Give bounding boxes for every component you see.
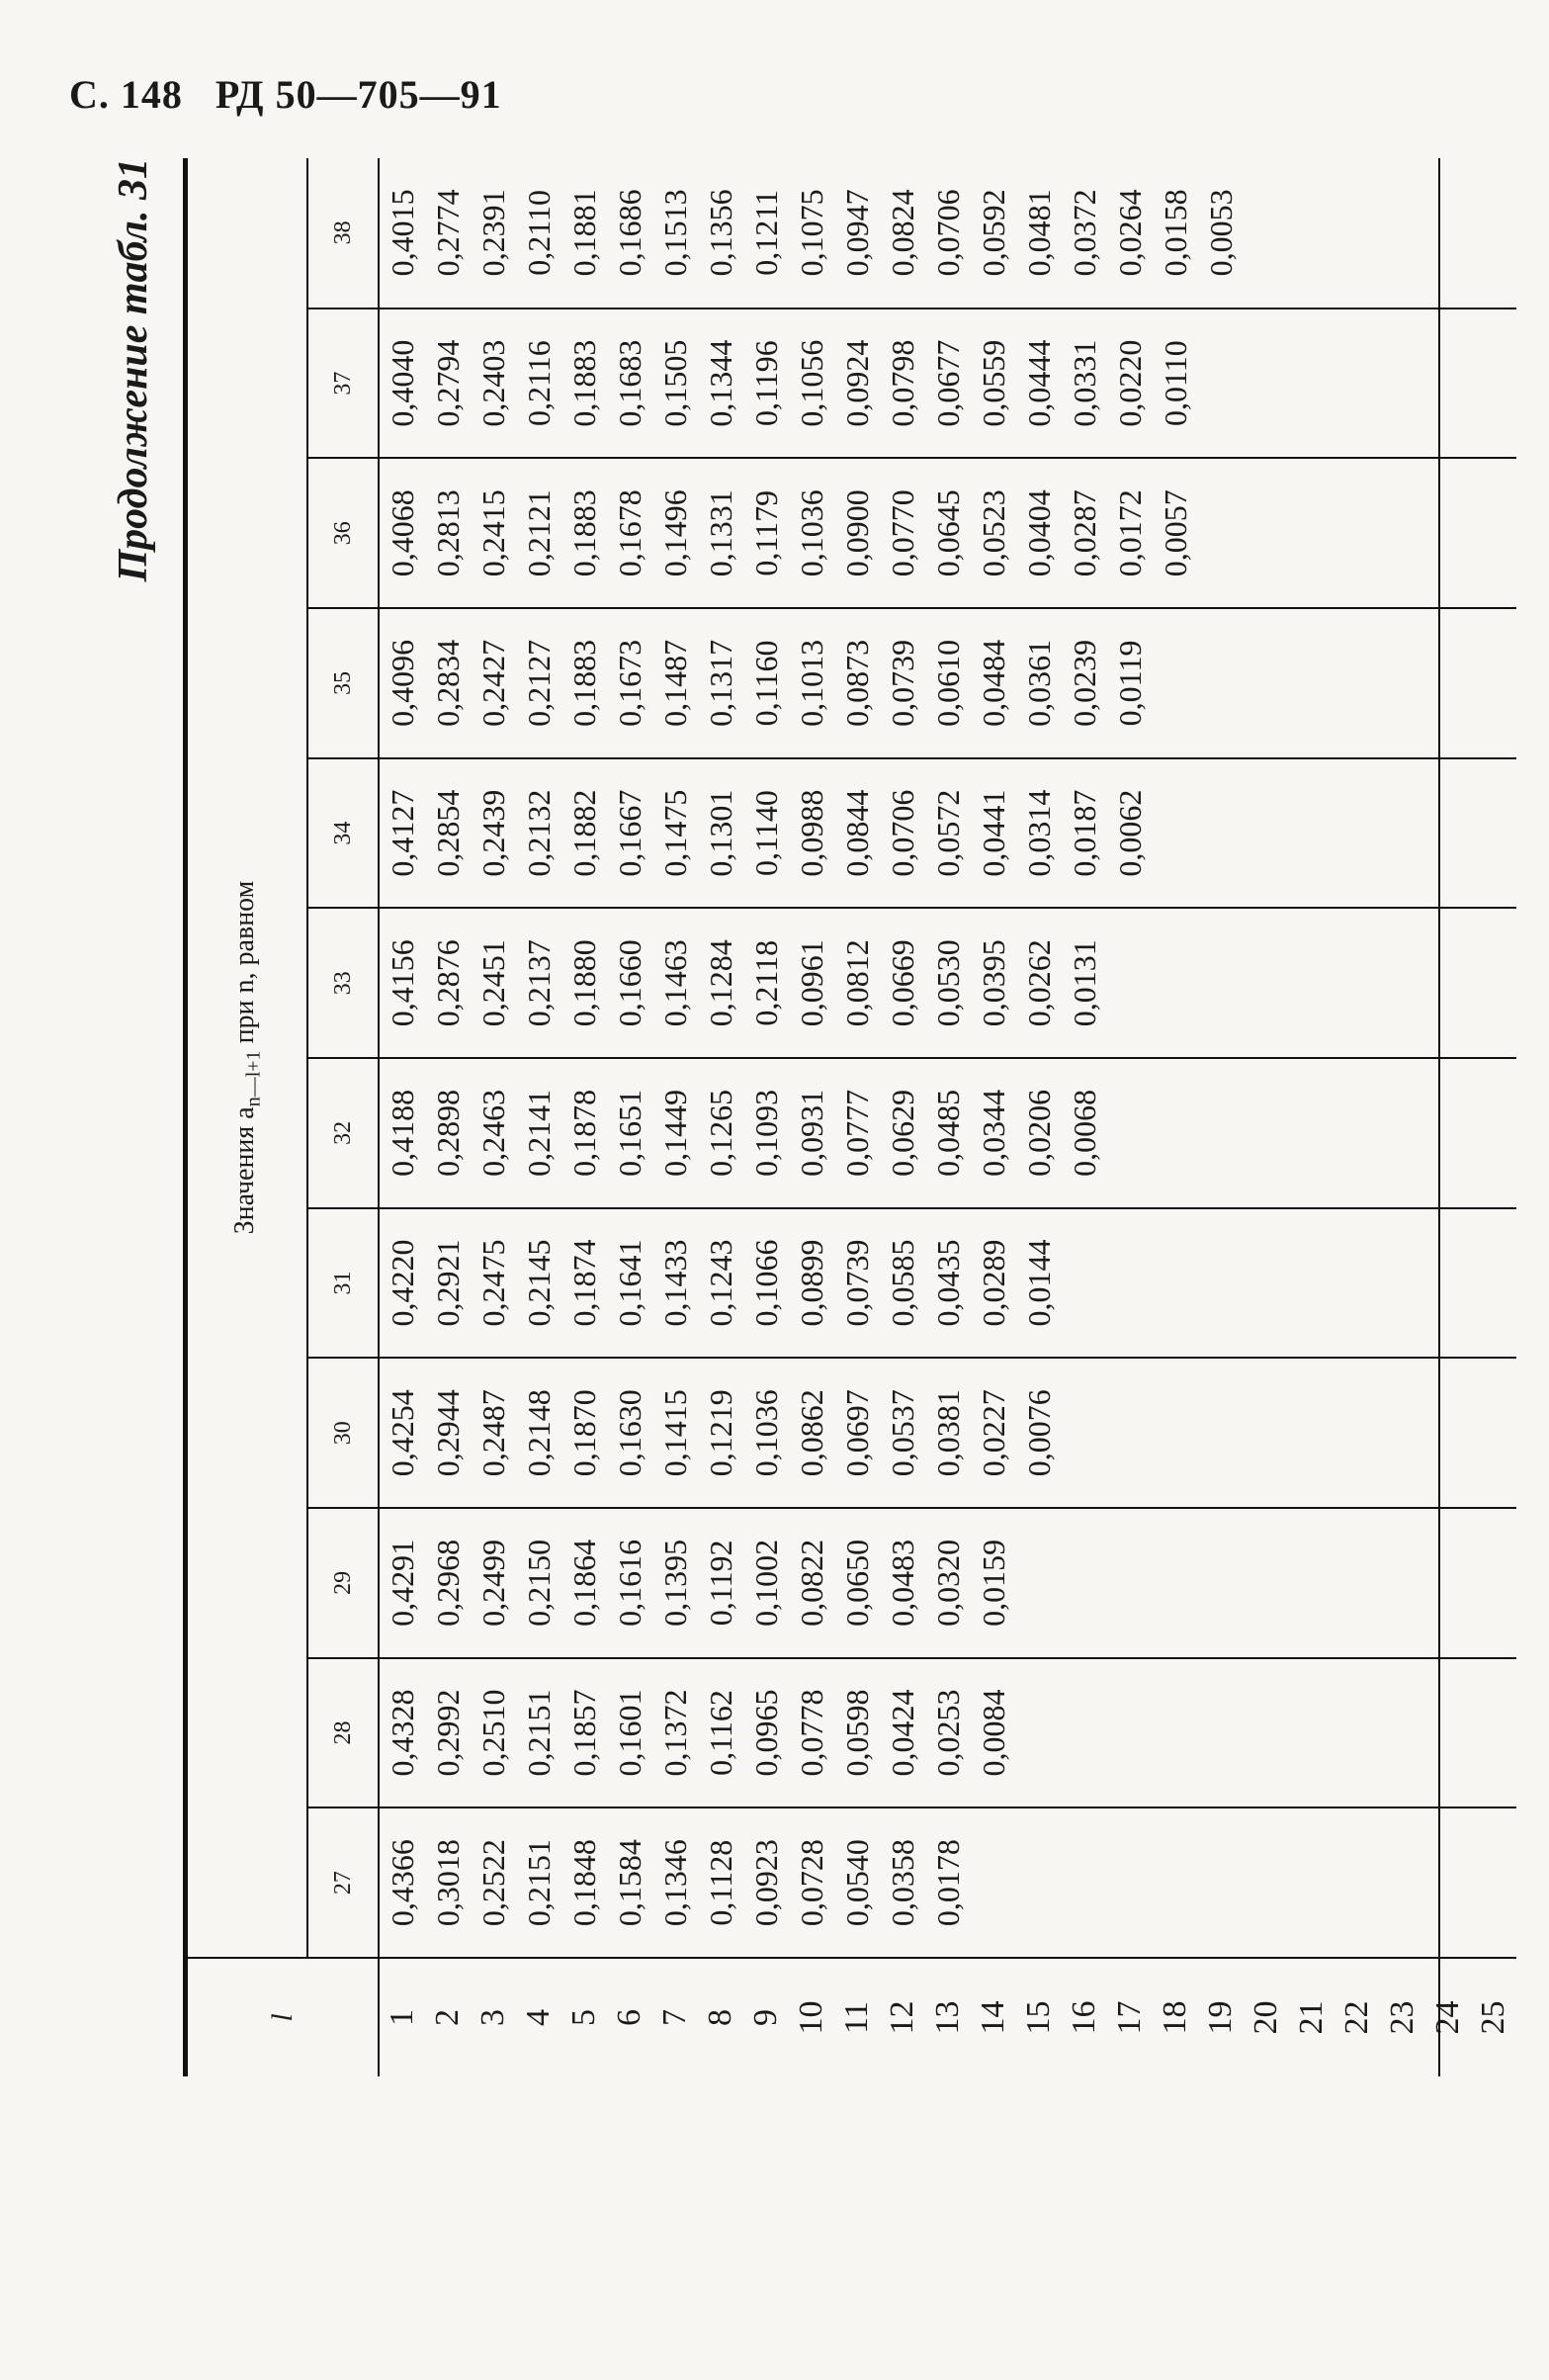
value-cell: 0,0110: [1158, 340, 1193, 427]
value-cell: 0,4291: [385, 1539, 420, 1627]
value-cell: 0,0862: [794, 1389, 829, 1477]
row-index-column: [379, 1958, 1516, 2076]
value-cell: 0,0062: [1112, 789, 1148, 877]
value-cell: 0,0706: [885, 789, 920, 877]
row-index: 20: [1248, 2000, 1284, 2035]
value-cell: 0,4366: [385, 1839, 420, 1927]
value-cell: 0,2403: [475, 339, 511, 427]
value-cell: 0,1641: [612, 1239, 647, 1327]
value-cell: 0,0483: [885, 1539, 920, 1627]
value-cell: 0,1179: [748, 489, 784, 576]
column-values-n-38: [379, 158, 1516, 309]
row-index: 24: [1429, 2000, 1466, 2035]
row-index: 17: [1111, 2000, 1148, 2035]
value-cell: 0,2118: [748, 939, 784, 1026]
value-cell: 0,0645: [930, 489, 966, 577]
value-cell: 0,1513: [657, 189, 693, 277]
column-values-n-28: [379, 1658, 1516, 1808]
value-cell: 0,0598: [839, 1689, 875, 1777]
value-cell: 0,0076: [1021, 1389, 1057, 1477]
value-cell: 0,0481: [1021, 189, 1057, 277]
value-cell: 0,2439: [475, 789, 511, 877]
values-table: [183, 158, 1516, 2076]
value-cell: 0,2463: [475, 1089, 511, 1177]
value-cell: 0,2151: [521, 1689, 557, 1777]
value-cell: 0,1196: [748, 340, 784, 427]
row-index: 21: [1293, 2000, 1330, 2035]
value-cell: 0,0629: [885, 1089, 920, 1177]
value-cell: 0,1415: [657, 1389, 693, 1477]
value-cell: 0,1331: [703, 489, 738, 577]
value-cell: 0,0822: [794, 1539, 829, 1627]
value-cell: 0,2499: [475, 1539, 511, 1627]
value-cell: 0,0084: [976, 1689, 1011, 1777]
value-cell: 0,0540: [839, 1839, 875, 1927]
value-cell: 0,1265: [703, 1089, 738, 1177]
value-cell: 0,0057: [1158, 489, 1193, 577]
value-cell: 0,1882: [566, 789, 602, 877]
value-cell: 0,0812: [839, 939, 875, 1027]
value-cell: 0,1162: [703, 1690, 738, 1776]
value-cell: 0,1036: [794, 489, 829, 577]
index-column-header: l: [186, 1958, 380, 2076]
value-cell: 0,1874: [566, 1239, 602, 1327]
column-values-n-29: [379, 1508, 1516, 1658]
value-cell: 0,1673: [612, 639, 647, 727]
row-index: 19: [1202, 2000, 1239, 2035]
value-cell: 0,2944: [430, 1389, 466, 1477]
value-cell: 0,1463: [657, 939, 693, 1027]
row-index: 6: [611, 2009, 647, 2026]
value-cell: 0,1372: [657, 1689, 693, 1777]
value-cell: 0,0331: [1067, 339, 1102, 427]
value-cell: 0,0227: [976, 1389, 1011, 1477]
value-cell: 0,0187: [1067, 789, 1102, 877]
value-cell: 0,1036: [748, 1389, 784, 1477]
value-cell: 0,2391: [475, 189, 511, 277]
title-subscript: n—l+1: [242, 1050, 265, 1107]
value-cell: 0,0537: [885, 1389, 920, 1477]
table-title: [186, 158, 308, 1958]
value-cell: 0,1683: [612, 339, 647, 427]
value-cell: 0,1630: [612, 1389, 647, 1477]
value-cell: 0,1686: [612, 189, 647, 277]
value-cell: 0,0314: [1021, 789, 1057, 877]
row-index: 25: [1475, 2000, 1511, 2035]
value-cell: 0,0178: [930, 1839, 966, 1927]
value-cell: 0,1505: [657, 339, 693, 427]
value-cell: 0,3018: [430, 1839, 466, 1927]
column-values-n-32: [379, 1058, 1516, 1208]
value-cell: 0,2415: [475, 489, 511, 577]
value-cell: 0,0159: [976, 1539, 1011, 1627]
value-cell: 0,1301: [703, 789, 738, 877]
row-index: 4: [520, 2009, 557, 2026]
value-cell: 0,2451: [475, 939, 511, 1027]
value-cell: 0,0239: [1067, 639, 1102, 727]
value-cell: 0,0669: [885, 939, 920, 1027]
value-cell: 0,0441: [976, 789, 1011, 877]
value-cell: 0,0900: [839, 489, 875, 577]
value-cell: 0,0924: [839, 339, 875, 427]
column-header-n-36: 36: [307, 458, 379, 608]
value-cell: 0,1056: [794, 339, 829, 427]
row-index: 13: [929, 2000, 966, 2035]
value-cell: 0,1487: [657, 639, 693, 727]
row-index: 8: [702, 2009, 738, 2026]
value-cell: 0,4040: [385, 339, 420, 427]
value-cell: 0,4127: [385, 789, 420, 877]
value-cell: 0,0361: [1021, 639, 1057, 727]
value-cell: 0,1881: [566, 189, 602, 277]
value-cell: 0,0592: [976, 189, 1011, 277]
value-cell: 0,0947: [839, 189, 875, 277]
value-cell: 0,0770: [885, 489, 920, 577]
value-cell: 0,1344: [703, 339, 738, 427]
value-cell: 0,1496: [657, 489, 693, 577]
value-cell: 0,0344: [976, 1089, 1011, 1177]
value-cell: 0,0068: [1067, 1089, 1102, 1177]
value-cell: 0,2427: [475, 639, 511, 727]
row-index: 15: [1020, 2000, 1057, 2035]
value-cell: 0,2121: [521, 489, 557, 577]
value-cell: 0,1660: [612, 939, 647, 1027]
value-cell: 0,1433: [657, 1239, 693, 1327]
column-header-n-28: 28: [307, 1658, 379, 1808]
value-cell: 0,0444: [1021, 339, 1057, 427]
value-cell: 0,1356: [703, 189, 738, 277]
row-index: 5: [565, 2009, 602, 2026]
value-cell: 0,0697: [839, 1389, 875, 1477]
value-cell: 0,0530: [930, 939, 966, 1027]
value-cell: 0,2968: [430, 1539, 466, 1627]
column-header-n-29: 29: [307, 1508, 379, 1658]
value-cell: 0,1395: [657, 1539, 693, 1627]
value-cell: 0,0965: [748, 1689, 784, 1777]
value-cell: 0,1075: [794, 189, 829, 277]
value-cell: 0,2510: [475, 1689, 511, 1777]
value-cell: 0,0873: [839, 639, 875, 727]
value-cell: 0,4328: [385, 1689, 420, 1777]
value-cell: 0,0053: [1203, 189, 1239, 277]
row-index: 18: [1157, 2000, 1193, 2035]
value-cell: 0,1880: [566, 939, 602, 1027]
row-index: 7: [656, 2009, 693, 2026]
value-cell: 0,4254: [385, 1389, 420, 1477]
row-index: 11: [838, 2001, 875, 2034]
value-cell: 0,0988: [794, 789, 829, 877]
column-header-n-31: 31: [307, 1208, 379, 1359]
value-cell: 0,1883: [566, 639, 602, 727]
row-index: 1: [384, 2009, 420, 2026]
value-cell: 0,0844: [839, 789, 875, 877]
page-header: [69, 71, 524, 118]
value-cell: 0,0435: [930, 1239, 966, 1327]
value-cell: 0,1848: [566, 1839, 602, 1927]
column-values-n-27: [379, 1807, 1516, 1958]
value-cell: 0,0677: [930, 339, 966, 427]
value-cell: 0,2813: [430, 489, 466, 577]
value-cell: 0,0172: [1112, 489, 1148, 577]
value-cell: 0,0287: [1067, 489, 1102, 577]
value-cell: 0,0119: [1112, 640, 1148, 727]
value-cell: 0,0289: [976, 1239, 1011, 1327]
value-cell: 0,0206: [1021, 1089, 1057, 1177]
title-prefix: Значения a: [228, 1106, 260, 1235]
value-cell: 0,0650: [839, 1539, 875, 1627]
value-cell: 0,0778: [794, 1689, 829, 1777]
value-cell: 0,0961: [794, 939, 829, 1027]
value-cell: 0,1475: [657, 789, 693, 877]
value-cell: 0,2898: [430, 1089, 466, 1177]
value-cell: 0,1140: [748, 790, 784, 876]
value-cell: 0,0320: [930, 1539, 966, 1627]
value-cell: 0,1066: [748, 1239, 784, 1327]
value-cell: 0,1857: [566, 1689, 602, 1777]
value-cell: 0,0572: [930, 789, 966, 877]
value-cell: 0,2487: [475, 1389, 511, 1477]
value-cell: 0,1864: [566, 1539, 602, 1627]
value-cell: 0,1883: [566, 339, 602, 427]
value-cell: 0,0706: [930, 189, 966, 277]
column-values-n-37: [379, 309, 1516, 459]
column-header-n-27: 27: [307, 1807, 379, 1958]
row-index: 22: [1338, 2000, 1375, 2035]
value-cell: 0,2475: [475, 1239, 511, 1327]
value-cell: 0,4096: [385, 639, 420, 727]
table-caption: Продолжение табл. 31: [111, 158, 156, 582]
value-cell: 0,1346: [657, 1839, 693, 1927]
value-cell: 0,0424: [885, 1689, 920, 1777]
value-cell: 0,1667: [612, 789, 647, 877]
value-cell: 0,2854: [430, 789, 466, 877]
value-cell: 0,1002: [748, 1539, 784, 1627]
value-cell: 0,1616: [612, 1539, 647, 1627]
value-cell: 0,4015: [385, 189, 420, 277]
value-cell: 0,0485: [930, 1089, 966, 1177]
value-cell: 0,1013: [794, 639, 829, 727]
value-cell: 0,2522: [475, 1839, 511, 1927]
column-header-n-30: 30: [307, 1358, 379, 1508]
value-cell: 0,1243: [703, 1239, 738, 1327]
value-cell: 0,1883: [566, 489, 602, 577]
rotated-table-block: [94, 158, 1511, 2076]
value-cell: 0,0264: [1112, 189, 1148, 277]
value-cell: 0,1317: [703, 639, 738, 727]
value-cell: 0,1128: [703, 1839, 738, 1926]
value-cell: 0,0739: [839, 1239, 875, 1327]
row-index: 23: [1384, 2000, 1420, 2035]
value-cell: 0,0523: [976, 489, 1011, 577]
value-cell: 0,2921: [430, 1239, 466, 1327]
value-cell: 0,0158: [1158, 189, 1193, 277]
value-cell: 0,2150: [521, 1539, 557, 1627]
value-cell: 0,1584: [612, 1839, 647, 1927]
row-index: 10: [793, 2000, 829, 2035]
value-cell: 0,1219: [703, 1389, 738, 1477]
column-header-n-35: 35: [307, 608, 379, 758]
row-index: 3: [474, 2009, 511, 2026]
value-cell: 0,1878: [566, 1089, 602, 1177]
value-cell: 0,2116: [521, 340, 557, 427]
value-cell: 0,0739: [885, 639, 920, 727]
value-cell: 0,1211: [748, 189, 784, 276]
value-cell: 0,2992: [430, 1689, 466, 1777]
value-cell: 0,0395: [976, 939, 1011, 1027]
value-cell: 0,2876: [430, 939, 466, 1027]
value-cell: 0,1093: [748, 1089, 784, 1177]
column-values-n-35: [379, 608, 1516, 758]
column-header-n-37: 37: [307, 309, 379, 459]
value-cell: 0,0585: [885, 1239, 920, 1327]
column-values-n-33: [379, 908, 1516, 1058]
value-cell: 0,2148: [521, 1389, 557, 1477]
value-cell: 0,2145: [521, 1239, 557, 1327]
value-cell: 0,4188: [385, 1089, 420, 1177]
value-cell: 0,0610: [930, 639, 966, 727]
value-cell: 0,1449: [657, 1089, 693, 1177]
value-cell: 0,1160: [748, 640, 784, 727]
value-cell: 0,0559: [976, 339, 1011, 427]
value-cell: 0,0131: [1067, 939, 1102, 1027]
value-cell: 0,0798: [885, 339, 920, 427]
value-cell: 0,0777: [839, 1089, 875, 1177]
value-cell: 0,1678: [612, 489, 647, 577]
value-cell: 0,0923: [748, 1839, 784, 1927]
value-cell: 0,0358: [885, 1839, 920, 1927]
value-cell: 0,0220: [1112, 339, 1148, 427]
column-values-n-31: [379, 1208, 1516, 1359]
value-cell: 0,2141: [521, 1089, 557, 1177]
value-cell: 0,2132: [521, 789, 557, 877]
column-values-n-30: [379, 1358, 1516, 1508]
value-cell: 0,1284: [703, 939, 738, 1027]
value-cell: 0,4156: [385, 939, 420, 1027]
value-cell: 0,0899: [794, 1239, 829, 1327]
value-cell: 0,4220: [385, 1239, 420, 1327]
table-bottom-rule: [1438, 158, 1440, 2076]
row-index: 9: [747, 2009, 784, 2026]
value-cell: 0,2151: [521, 1839, 557, 1927]
value-cell: 0,0404: [1021, 489, 1057, 577]
value-cell: 0,4068: [385, 489, 420, 577]
value-cell: 0,1651: [612, 1089, 647, 1177]
value-cell: 0,1192: [703, 1540, 738, 1627]
column-values-n-36: [379, 458, 1516, 608]
value-cell: 0,2794: [430, 339, 466, 427]
value-cell: 0,0262: [1021, 939, 1057, 1027]
value-cell: 0,2110: [521, 189, 557, 276]
value-cell: 0,0931: [794, 1089, 829, 1177]
column-header-n-33: 33: [307, 908, 379, 1058]
value-cell: 0,2834: [430, 639, 466, 727]
page-number: С. 148: [69, 72, 183, 117]
document-code: РД 50—705—91: [215, 72, 502, 117]
row-index: 16: [1066, 2000, 1102, 2035]
value-cell: 0,2774: [430, 189, 466, 277]
value-cell: 0,2127: [521, 639, 557, 727]
value-cell: 0,0381: [930, 1389, 966, 1477]
value-cell: 0,0253: [930, 1689, 966, 1777]
column-values-n-34: [379, 758, 1516, 909]
value-cell: 0,1870: [566, 1389, 602, 1477]
row-index: 2: [429, 2009, 466, 2026]
column-header-n-32: 32: [307, 1058, 379, 1208]
title-suffix: при n, равном: [228, 880, 260, 1044]
value-cell: 0,0484: [976, 639, 1011, 727]
row-index: 14: [975, 2000, 1011, 2035]
value-cell: 0,2137: [521, 939, 557, 1027]
column-header-n-38: 38: [307, 158, 379, 309]
column-header-n-34: 34: [307, 758, 379, 909]
row-index: 12: [884, 2000, 920, 2035]
value-cell: 0,0824: [885, 189, 920, 277]
value-cell: 0,1601: [612, 1689, 647, 1777]
value-cell: 0,0144: [1021, 1239, 1057, 1327]
value-cell: 0,0372: [1067, 189, 1102, 277]
value-cell: 0,0728: [794, 1839, 829, 1927]
